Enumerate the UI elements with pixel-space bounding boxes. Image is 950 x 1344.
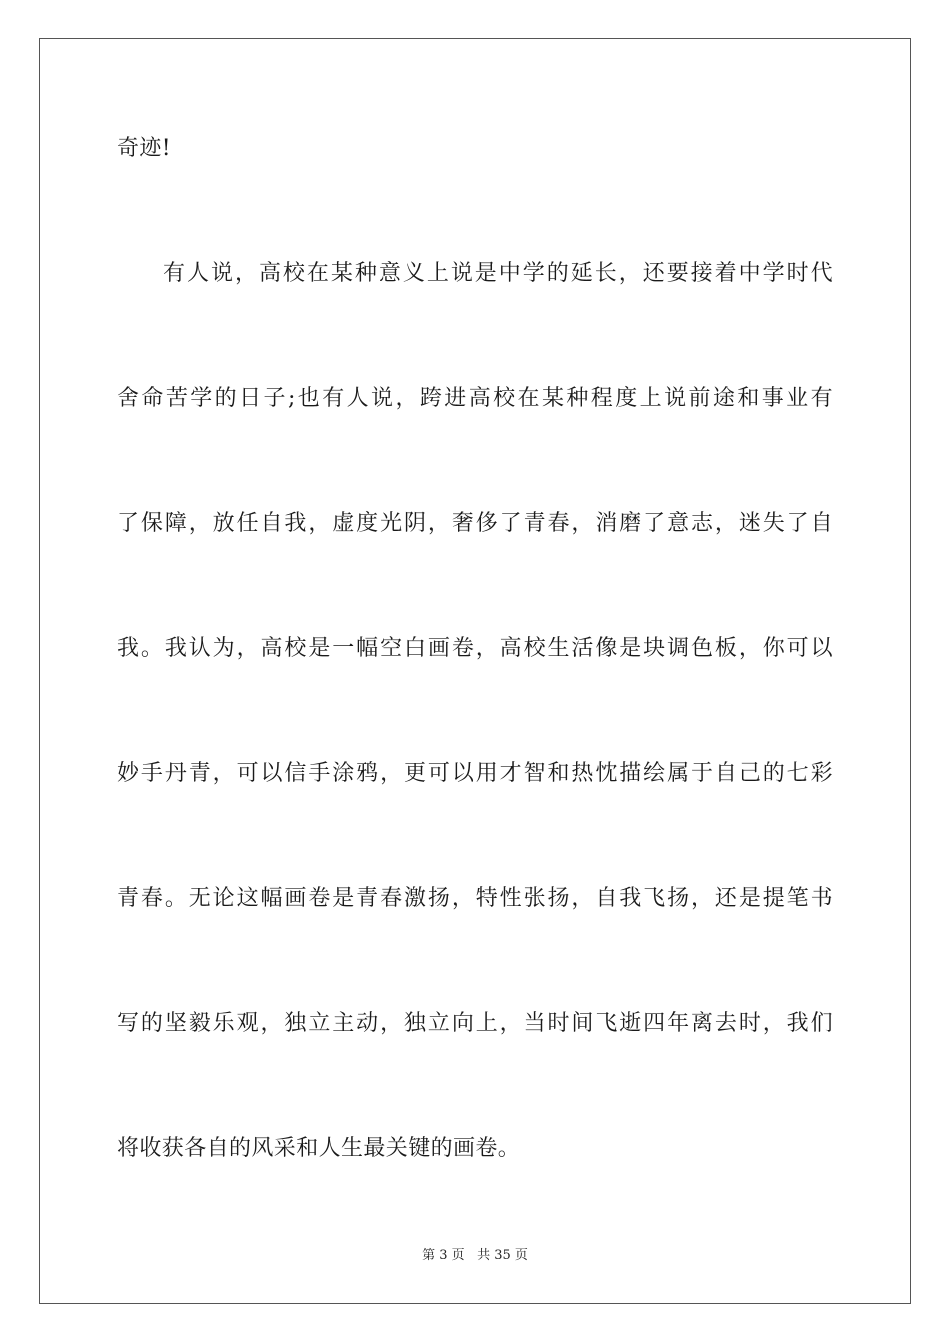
text-line-7: 青春。无论这幅画卷是青春激扬，特性张扬，自我飞扬，还是提笔书 — [117, 886, 833, 911]
text-line-8: 写的坚毅乐观，独立主动，独立向上，当时间飞逝四年离去时，我们 — [117, 1011, 833, 1036]
text-line-3: 舍命苦学的日子;也有人说，跨进高校在某种程度上说前途和事业有 — [117, 386, 833, 411]
text-line-5: 我。我认为，高校是一幅空白画卷，高校生活像是块调色板，你可以 — [117, 636, 833, 661]
text-line-6: 妙手丹青，可以信手涂鸦，更可以用才智和热忱描绘属于自己的七彩 — [117, 761, 833, 786]
page-total: 共 35 页 — [477, 1248, 528, 1263]
text-line-1: 奇迹! — [117, 136, 172, 161]
page-number: 第 3 页 — [422, 1248, 465, 1263]
text-line-4: 了保障，放任自我，虚度光阴，奢侈了青春，消磨了意志，迷失了自 — [117, 511, 833, 536]
text-line-9: 将收获各自的风采和人生最关键的画卷。 — [117, 1136, 521, 1161]
page-footer — [0, 1247, 950, 1265]
text-line-2: 有人说，高校在某种意义上说是中学的延长，还要接着中学时代 — [163, 261, 833, 286]
page-border — [39, 38, 911, 1304]
